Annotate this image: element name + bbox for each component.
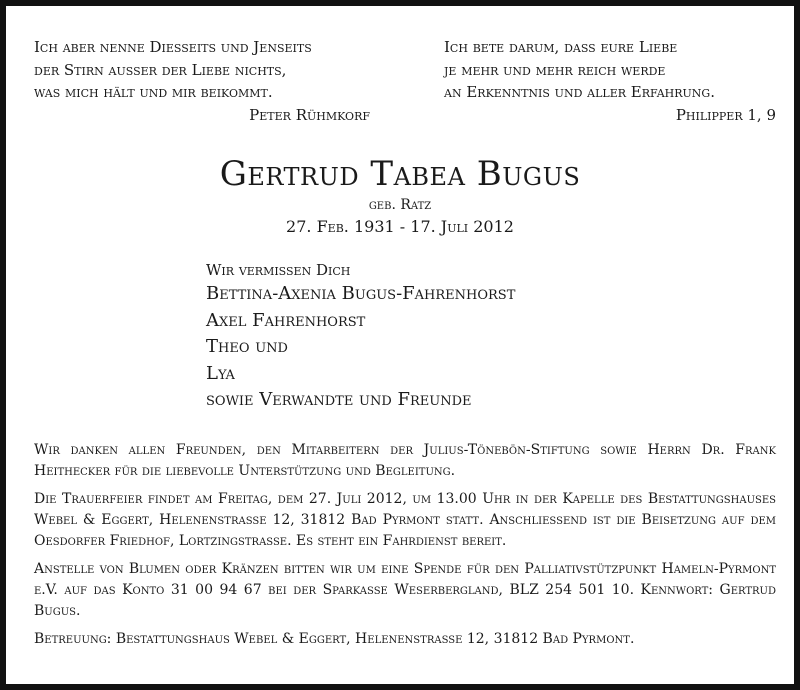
thanks-paragraph: Wir danken allen Freunden, den Mitarbeitern der Julius-Tönebön-Stiftung sowie Herrn Dr. Frank Heithecker für die liebevolle Unterstützung und Begleitung. (34, 442, 776, 479)
donation-paragraph: Anstelle von Blumen oder Kränzen bitten wir um eine Spende für den Palliativstützpunkt Hameln-Pyrmont e.V. auf das Konto 31 00 94 67 bei der Sparkasse Weserbergland, BLZ 254 501 10. Kennwort: Gertrud Bugus. (34, 561, 776, 619)
mourner-name: Axel Fahrenhorst (206, 309, 366, 331)
quote-right-line-1: Ich bete darum, dass eure Liebe (444, 38, 678, 56)
quote-left-line-2: der Stirn ausser der Liebe nichts, (34, 60, 287, 79)
life-dates: 27. Feb. 1931 - 17. Juli 2012 (286, 217, 514, 236)
mourner-name: sowie Verwandte und Freunde (206, 389, 472, 410)
mourner-name: Lya (206, 362, 235, 384)
funeral-paragraph: Die Trauerfeier findet am Freitag, dem 27. Juli 2012, um 13.00 Uhr in der Kapelle des Bestattungshauses Webel & Eggert, Helenenstraße 12, 31812 Bad Pyrmont statt. Anschließend ist die Beisetzung auf dem Oesdorfer Friedhof, Lortzingstraße. Es steht ein Fahrdienst bereit. (34, 491, 776, 549)
mourners-intro: Wir vermissen Dich (206, 261, 351, 279)
mourners-list (206, 259, 515, 414)
mourner-name: Theo und (206, 336, 288, 357)
quote-left-line-1: Ich aber nenne Diesseits und Jenseits (34, 38, 312, 56)
quote-left (34, 36, 370, 126)
undertaker-paragraph: Betreuung: Bestattungshaus Webel & Eggert, Helenenstraße 12, 31812 Bad Pyrmont. (34, 631, 635, 647)
quote-right (444, 36, 776, 126)
quote-left-author: Peter Rühmkorf (249, 105, 370, 124)
mourner-name: Bettina-Axenia Bugus-Fahrenhorst (206, 283, 516, 304)
notice-body (34, 440, 776, 657)
deceased-name: Gertrud Tabea Bugus (219, 154, 581, 194)
birth-name: geb. Ratz (368, 197, 432, 213)
quote-right-author: Philipper 1, 9 (675, 105, 776, 124)
quote-right-line-3: an Erkenntnis und aller Erfahrung. (444, 83, 715, 101)
quote-right-line-2: je mehr und mehr reich werde (444, 60, 666, 79)
quote-left-line-3: was mich hält und mir beikommt. (34, 83, 273, 101)
